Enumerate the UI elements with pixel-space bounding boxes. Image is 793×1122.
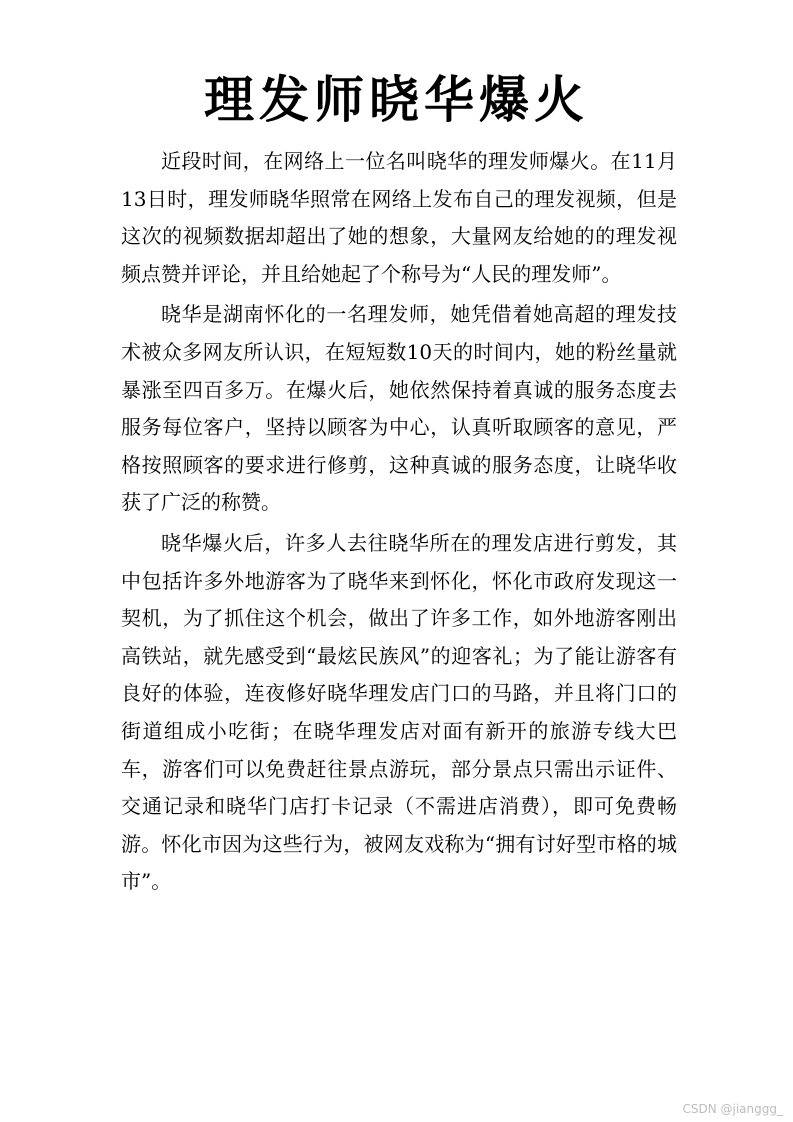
- paragraph-1: 近段时间，在网络上一位名叫晓华的理发师爆火。在11月13日时，理发师晓华照常在网络上发布自己的理发视频，但是这次的视频数据却超出了她的想象，大量网友给她的的理发视频点赞并评论，并且给她起了个称号为“人民的理发师”。: [121, 149, 677, 286]
- article-body: [121, 143, 677, 901]
- csdn-watermark: CSDN @jianggg_: [682, 1102, 783, 1116]
- document-title: 理发师晓华爆火: [204, 70, 589, 129]
- paragraph-2: 晓华是湖南怀化的一名理发师，她凭借着她高超的理发技术被众多网友所认识，在短短数10天的时间内，她的粉丝量就暴涨至四百多万。在爆火后，她依然保持着真诚的服务态度去服务每位客户，坚持以顾客为中心，认真听取顾客的意见，严格按照顾客的要求进行修剪，这种真诚的服务态度，让晓华收获了广泛的称赞。: [121, 302, 677, 515]
- paragraph-3: 晓华爆火后，许多人去往晓华所在的理发店进行剪发，其中包括许多外地游客为了晓华来到怀化，怀化市政府发现这一契机，为了抓住这个机会，做出了许多工作，如外地游客刚出高铁站，就先感受到“最炫民族风”的迎客礼；为了能让游客有良好的体验，连夜修好晓华理发店门口的马路，并且将门口的街道组成小吃街；在晓华理发店对面有新开的旅游专线大巴车，游客们可以免费赶往景点游玩，部分景点只需出示证件、交通记录和晓华门店打卡记录（不需进店消费），即可免费畅游。怀化市因为这些行为，被网友戏称为“拥有讨好型市格的城市”。: [121, 530, 677, 894]
